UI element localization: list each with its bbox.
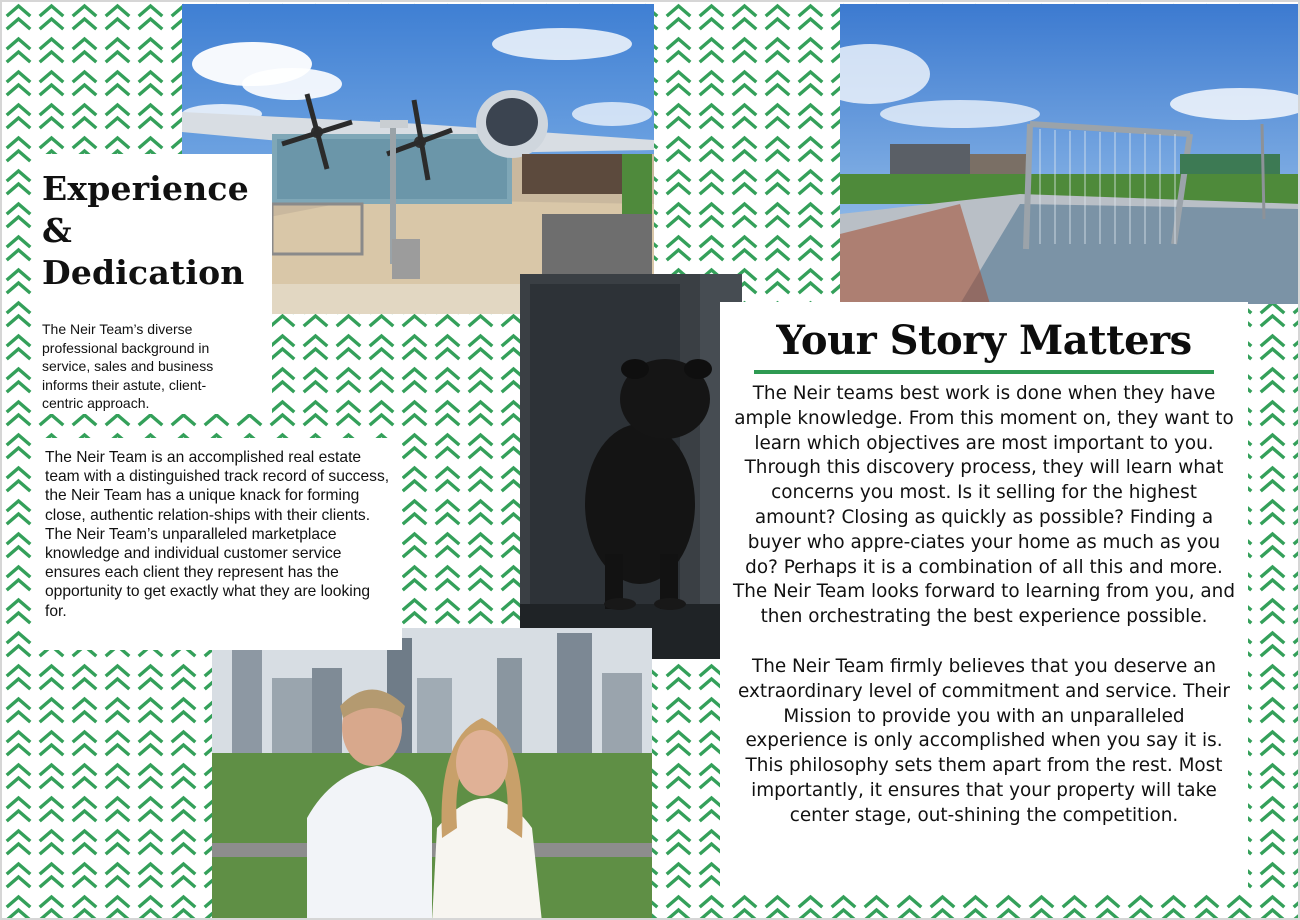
experience-heading <box>42 168 262 294</box>
story-heading-underline <box>754 370 1214 374</box>
experience-description: The Neir Team’s diverse professional background in service, sales and business informs their astute, client-centric approach. <box>42 321 214 411</box>
experience-panel <box>32 154 272 414</box>
team-description-panel <box>32 438 402 650</box>
black-pug-photo <box>520 274 742 659</box>
story-heading: Your Story Matters <box>776 317 1192 364</box>
team-description-text: The Neir Team is an accomplished real estate team with a distinguished track record of success, the Neir Team has a unique knack for forming close, authentic relation-ships with their clients. The Neir Team’s unparalleled marketplace knowledge and individual customer service ensures each client they represent has the opportunity to get exactly what they are looking for. <box>45 449 390 620</box>
story-panel <box>720 302 1248 894</box>
team-portrait-photo <box>212 628 652 920</box>
story-paragraph-2: The Neir Team firmly believes that you deserve an extraordinary level of commitment and service. Their Mission to provide you with an unparalleled experience is only accomplished when you say it is. This philosophy sets them apart from the rest. Most importantly, it ensures that your property will take center stage, out-shining the competition. <box>738 655 1230 826</box>
experience-heading-line2: & <box>42 211 72 250</box>
experience-heading-line1: Experience <box>42 169 249 208</box>
fountain-park-photo <box>840 4 1300 304</box>
experience-heading-line3: Dedication <box>42 253 245 292</box>
story-paragraph-1: The Neir teams best work is done when they have ample knowledge. From this moment on, they want to learn which objectives are most important to you. Through this discovery process, they will learn what concerns you most. Is it selling for the highest amount? Closing as quickly as possible? Finding a buyer who appre-ciates your home as much as you do? Perhaps it is a combination of all this and more. The Neir Team looks forward to learning from you, and then orchestrating the best experience possible. <box>732 383 1236 628</box>
